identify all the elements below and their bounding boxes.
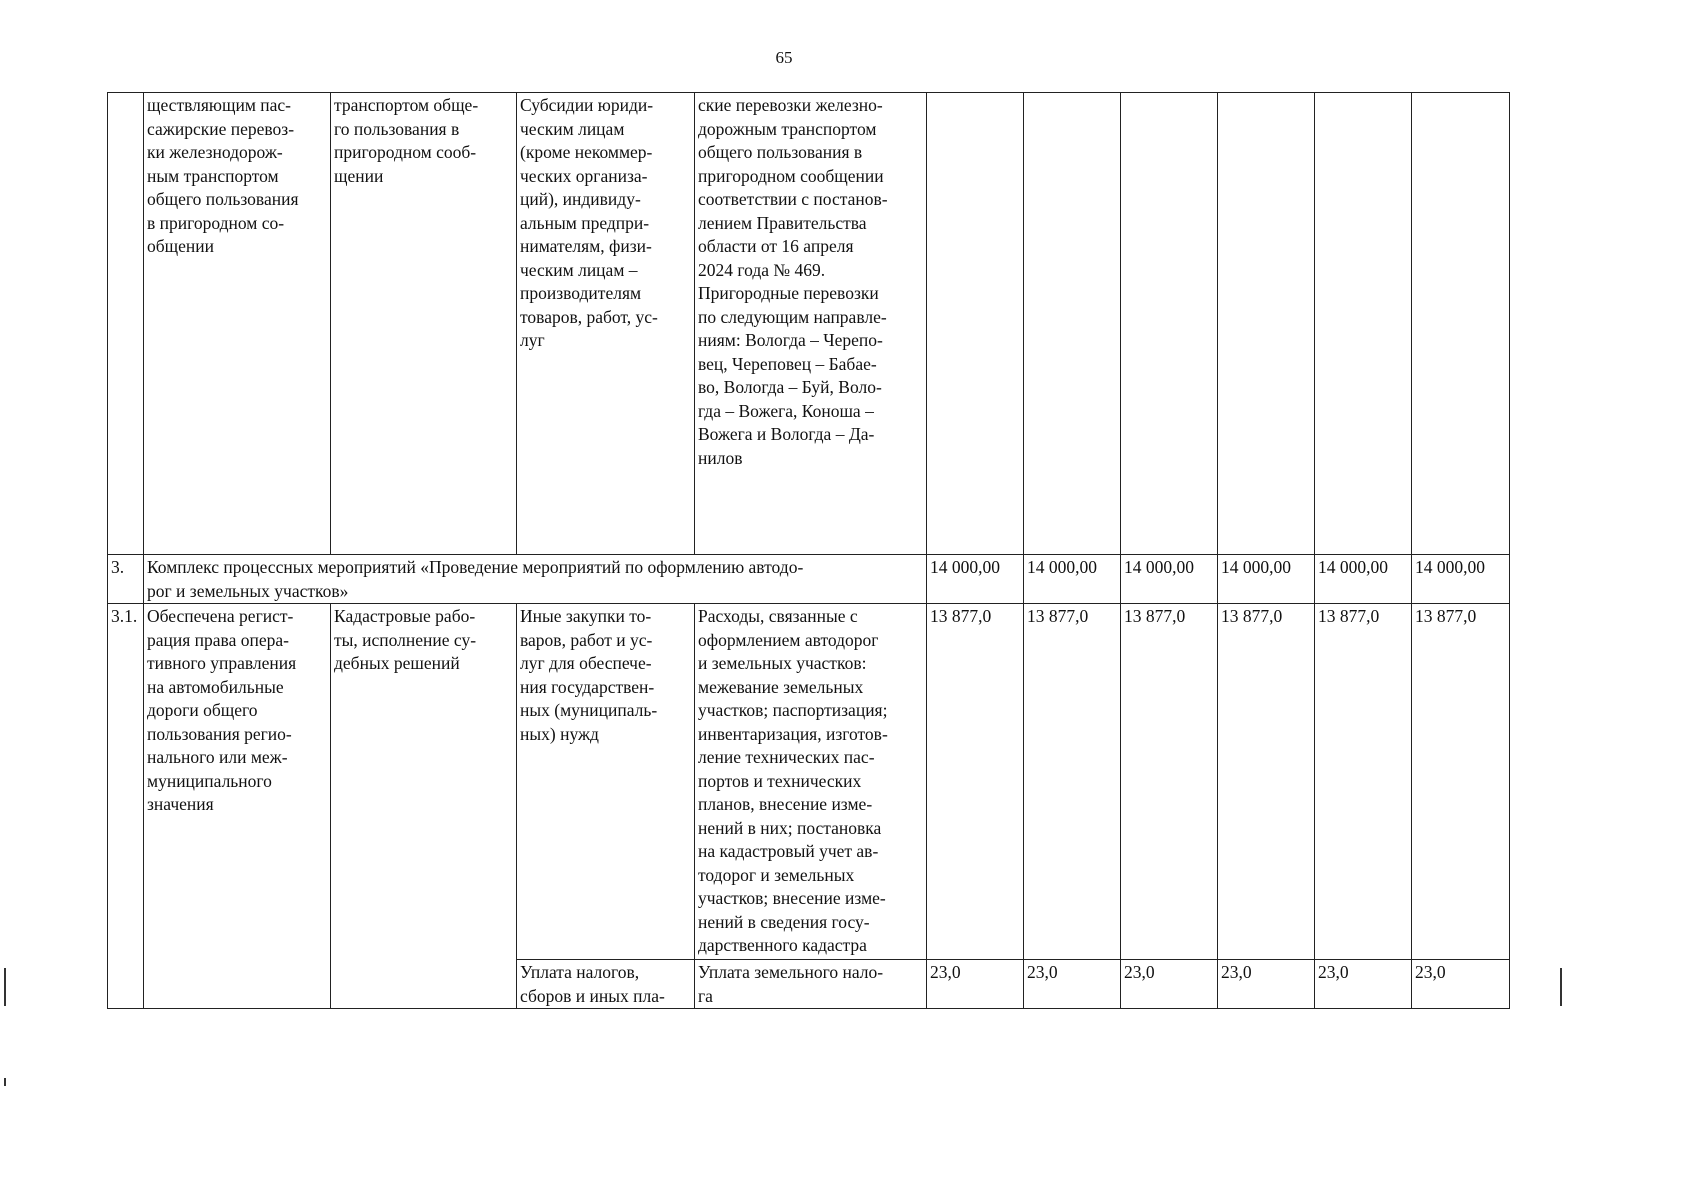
scan-mark [4, 968, 6, 1006]
value-cell: 13 877,0 [1218, 604, 1315, 960]
value-cell: 14 000,00 [1218, 555, 1315, 604]
value-cell: 13 877,0 [1412, 604, 1510, 960]
value-cell [1121, 93, 1218, 555]
value-cell: 14 000,00 [927, 555, 1024, 604]
value-cell: 13 877,0 [927, 604, 1024, 960]
task-cell: ществляющим пас- сажирские перевоз- ки железнодорож- ным транспортом общего пользования в пригородном со- общении [144, 93, 331, 555]
value-cell: 23,0 [1315, 960, 1412, 1009]
value-cell: 14 000,00 [1315, 555, 1412, 604]
value-cell: 23,0 [1024, 960, 1121, 1009]
value-cell: 14 000,00 [1412, 555, 1510, 604]
description-cell: ские перевозки железно- дорожным транспортом общего пользования в пригородном сообщении соответствии с постанов- лением Правительства области от 16 апреля 2024 года № 469. Пригородные перевозки по следующим направле- ниям: Вологда – Черепо- вец, Череповец – Бабае- во, Вологда – Буй, Воло- гда – Вожега, Коноша – Вожега и Вологда – Да- нилов [695, 93, 927, 555]
value-cell: 13 877,0 [1121, 604, 1218, 960]
scan-mark [1560, 968, 1562, 1006]
expense-type-cell: Уплата налогов, сборов и иных пла- [517, 960, 695, 1009]
value-cell: 13 877,0 [1315, 604, 1412, 960]
value-cell [1024, 93, 1121, 555]
budget-table [107, 92, 1510, 1009]
expense-type-cell: Субсидии юриди- ческим лицам (кроме некоммер- ческих организа- ций), индивиду- альным предпри- нимателям, физи- ческим лицам – производителям товаров, работ, ус- луг [517, 93, 695, 555]
activity-cell: транспортом обще- го пользования в пригородном сооб- щении [331, 93, 517, 555]
value-cell [1412, 93, 1510, 555]
table-row [108, 604, 1510, 960]
value-cell: 23,0 [927, 960, 1024, 1009]
page-number: 65 [775, 48, 793, 67]
value-cell [927, 93, 1024, 555]
description-cell: Расходы, связанные с оформлением автодорог и земельных участков: межевание земельных участков; паспортизация; инвентаризация, изготов- ление технических пас- портов и технических планов, внесение изме- нений в них; постановка на кадастровый учет ав- тодорог и земельных участков; внесение изме- нений в сведения госу- дарственного кадастра [695, 604, 927, 960]
value-cell: 23,0 [1412, 960, 1510, 1009]
value-cell: 14 000,00 [1121, 555, 1218, 604]
value-cell: 14 000,00 [1024, 555, 1121, 604]
value-cell: 23,0 [1218, 960, 1315, 1009]
value-cell [1218, 93, 1315, 555]
section-title-cell: Комплекс процессных мероприятий «Проведение мероприятий по оформлению автодо- рог и земельных участков» [144, 555, 927, 604]
expense-type-cell: Иные закупки то- варов, работ и ус- луг для обеспече- ния государствен- ных (муниципаль- ных) нужд [517, 604, 695, 960]
description-cell: Уплата земельного нало- га [695, 960, 927, 1009]
row-number-cell [108, 93, 144, 555]
activity-cell: Кадастровые рабо- ты, исполнение су- дебных решений [331, 604, 517, 1009]
task-cell: Обеспечена регист- рация права опера- тивного управления на автомобильные дороги общего пользования регио- нального или меж- муниципального значения [144, 604, 331, 1009]
row-number-cell: 3.1. [108, 604, 144, 1009]
value-cell: 23,0 [1121, 960, 1218, 1009]
section-row [108, 555, 1510, 604]
value-cell: 13 877,0 [1024, 604, 1121, 960]
row-number-cell: 3. [108, 555, 144, 604]
scan-mark [4, 1078, 6, 1086]
table-row [108, 93, 1510, 555]
value-cell [1315, 93, 1412, 555]
